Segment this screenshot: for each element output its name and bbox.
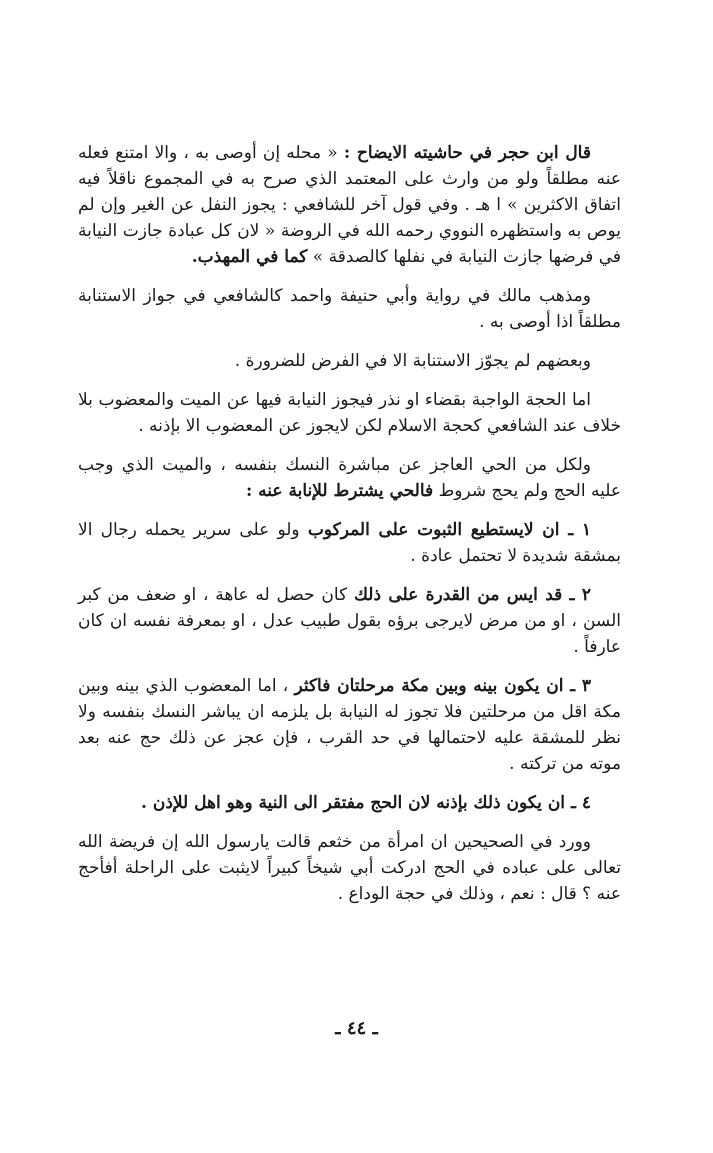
paragraph-text: وورد في الصحيحين ان امرأة من خثعم قالت يارسول الله إن فريضة الله تعالى على عباده في الحج ادركت أبي شيخاً كبيراً لايثبت على الراحلة أفأحج عنه ؟ قال : نعم ، وذلك في حجة الوداع . — [78, 832, 621, 904]
condition-4 — [78, 790, 621, 816]
paragraph-text: ومذهب مالك في رواية وأبي حنيفة واحمد كالشافعي في جواز الاستنابة مطلقاً اذا أوصى به . — [78, 286, 621, 332]
paragraph-text: ولكل من الحي العاجز عن مباشرة النسك بنفسه ، والميت الذي وجب عليه الحج ولم يحج شروط — [78, 455, 621, 501]
body-text — [78, 140, 621, 907]
condition-number: ١ ـ — [559, 520, 592, 540]
condition-text: ، اما المعضوب الذي بينه وبين مكة اقل من مرحلتين فلا تجوز له النيابة بل يلزمه ان يباشر النسك بنفسه ولا نظر للمشقة عليه لاحتمالها في حد القرب ، فإن عجز عن ذلك حج عنه بعد موته من تركته . — [78, 676, 621, 774]
paragraph-text: « محله إن أوصى به ، والا امتنع فعله عنه مطلقاً ولو من وارث على المعتمد الذي صرح به في المجموع ناقلاً فيه اتفاق الاكثرين » ا هـ . وفي قول آخر للشافعي : يجوز النفل عن الغير وإن لم يوص به واستظهره النووي رحمه الله في الروضة « لان كل عبادة جازت النيابة في فرضها جازت النيابة في نفلها كالصدقة » — [78, 143, 621, 267]
condition-title: ان يكون بينه وبين مكة مرحلتان فاكثر — [294, 676, 564, 696]
paragraph-conditions — [78, 452, 621, 504]
paragraph-obligatory — [78, 387, 621, 439]
condition-1 — [78, 517, 621, 569]
paragraph-text: اما الحجة الواجبة بقضاء او نذر فيجوز النيابة فيها عن الميت والمعضوب بلا خلاف عند الشافعي كحجة الاسلام لكن لايجوز عن المعضوب الا بإذنه . — [78, 390, 621, 436]
paragraph-ibn-hajar — [78, 140, 621, 270]
bold-lead: قال ابن حجر في حاشيته الايضاح : — [343, 143, 591, 163]
condition-number: ٤ ـ — [565, 793, 591, 813]
paragraph-hadith — [78, 829, 621, 907]
paragraph-text: وبعضهم لم يجوّز الاستنابة الا في الفرض للضرورة . — [234, 351, 591, 371]
bold-tail: كما في المهذب. — [191, 247, 308, 267]
condition-title: قد ايس من القدرة على ذلك — [353, 585, 563, 605]
condition-number: ٢ ـ — [562, 585, 591, 605]
condition-3 — [78, 673, 621, 777]
condition-text: ولو على سرير يحمله رجال الا بمشقة شديدة لا تحتمل عادة . — [78, 520, 621, 566]
condition-title: ان يكون ذلك بإذنه لان الحج مفتقر الى النية وهو اهل للإذن . — [141, 793, 566, 813]
condition-2 — [78, 582, 621, 660]
condition-title: ان لايستطيع الثبوت على المركوب — [307, 520, 560, 540]
page-number: ـ ٤٤ ـ — [335, 1018, 378, 1039]
paragraph-malik — [78, 283, 621, 335]
bold-tail: فالحي يشترط للإنابة عنه : — [245, 481, 434, 501]
condition-text: كان حصل له عاهة ، او ضعف من كبر السن ، او من مرض لايرجى برؤه بقول طبيب عدل ، او بمعرفة نفسه ان كان عارفاً . — [78, 585, 621, 657]
condition-number: ٣ ـ — [563, 676, 592, 696]
paragraph-some — [78, 348, 621, 374]
